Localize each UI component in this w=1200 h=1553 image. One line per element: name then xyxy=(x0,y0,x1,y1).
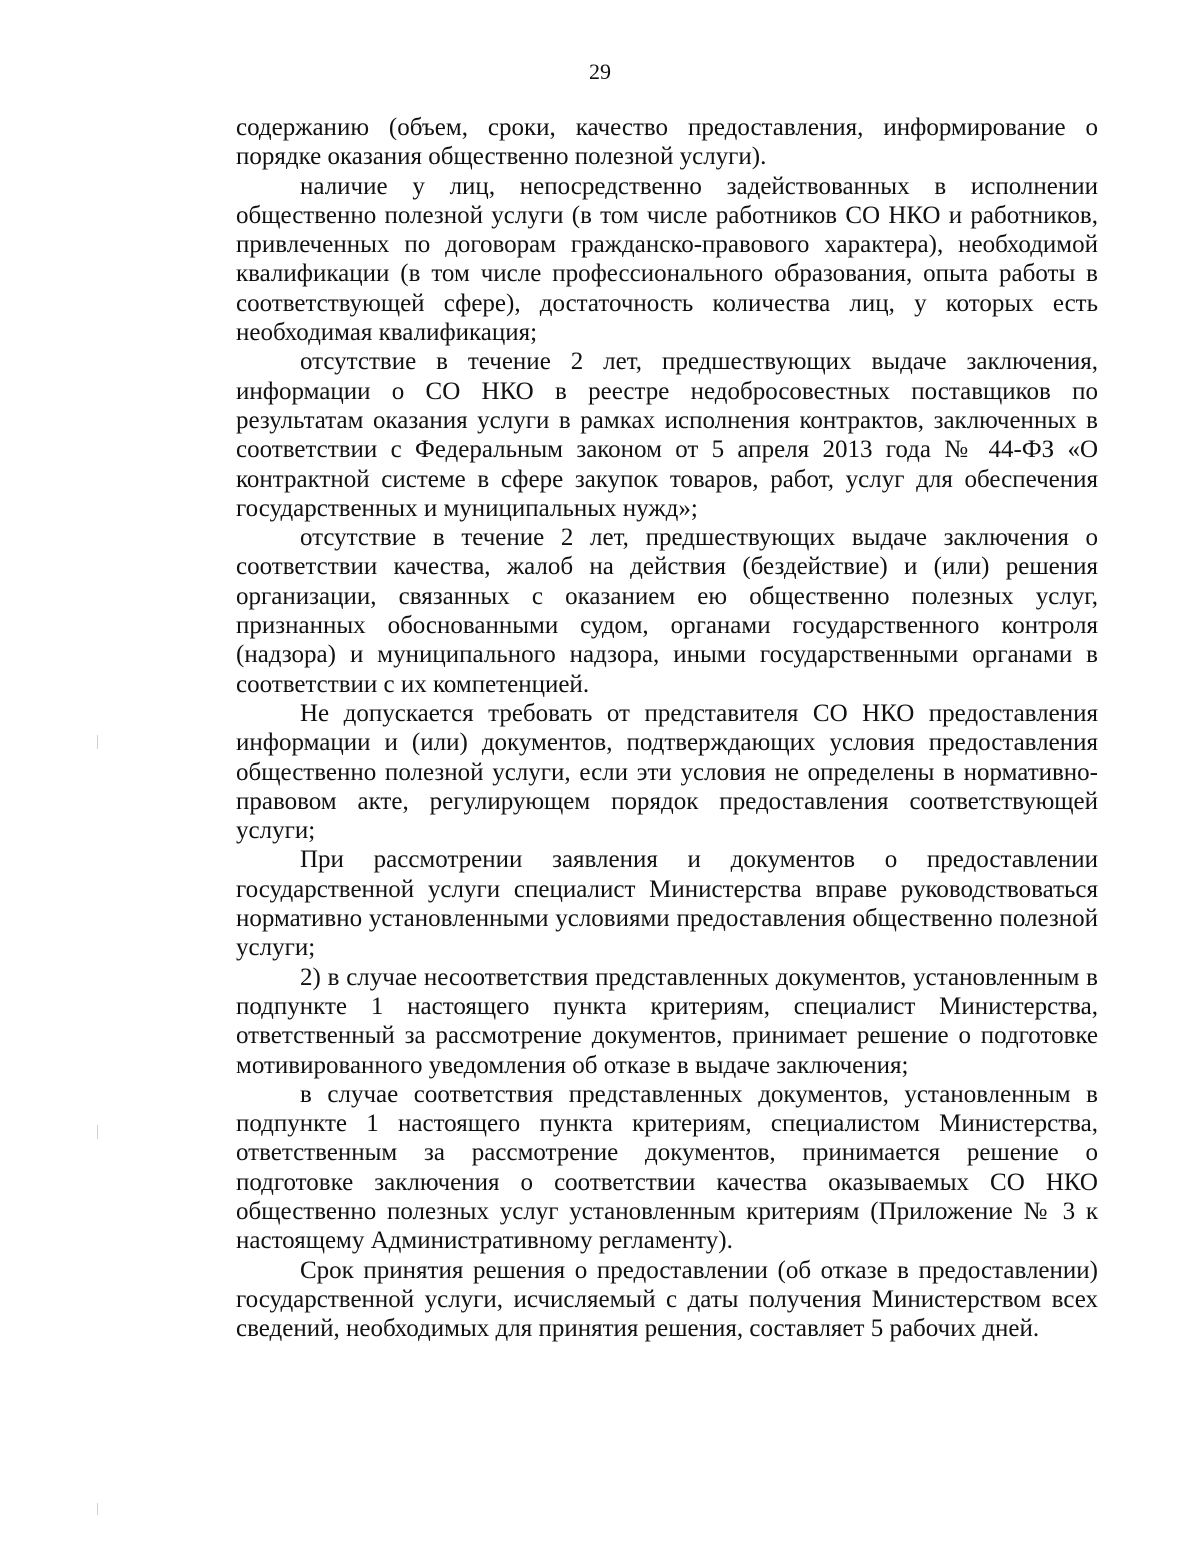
paragraph: содержанию (объем, сроки, качество предоставления, информирование о порядке оказания общественно полезной услуги). xyxy=(236,114,1098,171)
document-body xyxy=(236,113,1098,1343)
paragraph: При рассмотрении заявления и документов о предоставлении государственной услуги специалист Министерства вправе руководствоваться нормативно установленными условиями предоставления общественно полезной услуги; xyxy=(236,846,1098,962)
scan-margin-mark xyxy=(97,735,98,749)
paragraph: отсутствие в течение 2 лет, предшествующих выдаче заключения, информации о СО НКО в реестре недобросовестных поставщиков по результатам оказания услуги в рамках исполнения контрактов, заключенных в соответствии с Федеральным законом от 5 апреля 2013 года № 44-ФЗ «О контрактной системе в сфере закупок товаров, работ, услуг для обеспечения государственных и муниципальных нужд»; xyxy=(236,348,1098,522)
paragraph: наличие у лиц, непосредственно задействованных в исполнении общественно полезной услуги (в том числе работников СО НКО и работников, привлеченных по договорам гражданско-правового характера), необходимой квалификации (в том числе профессионального образования, опыта работы в соответствующей сфере), достаточность количества лиц, у которых есть необходимая квалификация; xyxy=(236,172,1098,347)
paragraph: 2) в случае несоответствия представленных документов, установленным в подпункте 1 настоящего пункта критериям, специалист Министерства, ответственный за рассмотрение документов, принимает решение о подготовке мотивированного уведомления об отказе в выдаче заключения; xyxy=(236,963,1098,1079)
scan-margin-mark xyxy=(97,1125,98,1139)
paragraph: Срок принятия решения о предоставлении (об отказе в предоставлении) государственной услуги, исчисляемый с даты получения Министерством всех сведений, необходимых для принятия решения, составляет 5 рабочих дней. xyxy=(236,1256,1098,1343)
scan-margin-mark xyxy=(97,1503,98,1515)
paragraph: отсутствие в течение 2 лет, предшествующих выдаче заключения о соответствии качества, жалоб на действия (бездействие) и (или) решения организации, связанных с оказанием ею общественно полезных услуг, признанных обоснованными судом, органами государственного контроля (надзора) и муниципального надзора, иными государственными органами в соответствии с их компетенцией. xyxy=(236,524,1098,698)
paragraph: Не допускается требовать от представителя СО НКО предоставления информации и (или) документов, подтверждающих условия предоставления общественно полезной услуги, если эти условия не определены в нормативно-правовом акте, регулирующем порядок предоставления соответствующей услуги; xyxy=(236,699,1098,845)
paragraph: в случае соответствия представленных документов, установленным в подпункте 1 настоящего пункта критериям, специалистом Министерства, ответственным за рассмотрение документов, принимается решение о подготовке заключения о соответствии качества оказываемых СО НКО общественно полезных услуг установленным критериям (Приложение № 3 к настоящему Административному регламенту). xyxy=(236,1080,1098,1255)
page-number: 29 xyxy=(589,59,611,84)
